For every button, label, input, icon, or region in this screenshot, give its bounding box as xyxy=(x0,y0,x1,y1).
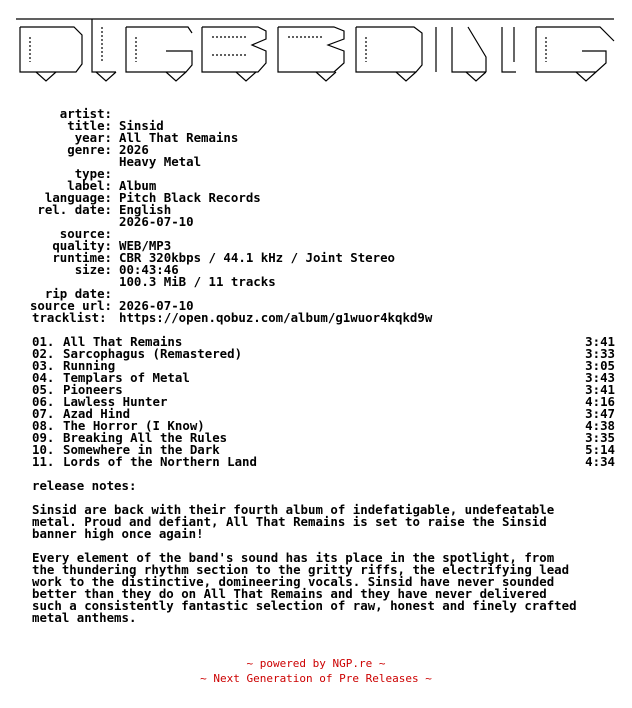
meta-value: Sinsid xyxy=(119,118,164,133)
track-title: Pioneers xyxy=(63,382,123,397)
track-number: 08. xyxy=(32,418,55,433)
meta-value: Heavy Metal xyxy=(119,154,202,169)
track-length: 3:33 xyxy=(585,346,615,361)
footer-powered-by: ~ powered by NGP.re ~ xyxy=(246,657,386,670)
track-length: 3:43 xyxy=(585,370,615,385)
track-length: 3:41 xyxy=(585,382,615,397)
meta-value: 100.3 MiB / 11 tracks xyxy=(119,274,276,289)
meta-value: All That Remains xyxy=(119,130,239,145)
meta-label: year: xyxy=(74,130,112,145)
track-title: All That Remains xyxy=(63,334,183,349)
release-notes-line: metal. Proud and defiant, All That Remains is set to raise the Sinsid xyxy=(32,514,547,529)
meta-label: language: xyxy=(44,190,112,205)
track-title: Templars of Metal xyxy=(63,370,190,385)
track-length: 3:35 xyxy=(585,430,615,445)
track-title: Azad Hind xyxy=(63,406,131,421)
meta-value: Album xyxy=(119,178,157,193)
release-notes-line: such a consistently fantastic selection of raw, honest and finely crafted xyxy=(32,598,577,613)
meta-label: rel. date: xyxy=(37,202,112,217)
release-notes-heading: release notes: xyxy=(32,478,137,493)
digital-ascii-logo xyxy=(16,17,616,87)
track-number: 11. xyxy=(32,454,55,469)
track-length: 3:47 xyxy=(585,406,615,421)
track-number: 01. xyxy=(32,334,55,349)
track-length: 4:34 xyxy=(585,454,615,469)
meta-label: size: xyxy=(74,262,112,277)
track-number: 07. xyxy=(32,406,55,421)
track-title: Breaking All the Rules xyxy=(63,430,228,445)
source-url-link[interactable]: https://open.qobuz.com/album/g1wuor4kqkd9w xyxy=(119,310,433,325)
track-length: 3:05 xyxy=(585,358,615,373)
track-number: 10. xyxy=(32,442,55,457)
meta-label: artist: xyxy=(59,106,112,121)
track-number: 02. xyxy=(32,346,55,361)
release-notes-line: banner high once again! xyxy=(32,526,204,541)
release-notes-line: work to the distinctive, domineering vocals. Sinsid have never sounded xyxy=(32,574,555,589)
track-length: 5:14 xyxy=(585,442,615,457)
track-number: 05. xyxy=(32,382,55,397)
meta-label: rip date: xyxy=(44,286,112,301)
track-length: 3:41 xyxy=(585,334,615,349)
meta-value: English xyxy=(119,202,172,217)
meta-label: genre: xyxy=(67,142,112,157)
release-notes-line: Every element of the band's sound has its place in the spotlight, from xyxy=(32,550,555,565)
track-title: Running xyxy=(63,358,116,373)
meta-value: 00:43:46 xyxy=(119,262,179,277)
meta-value: CBR 320kbps / 44.1 kHz / Joint Stereo xyxy=(119,250,396,265)
track-title: Sarcophagus (Remastered) xyxy=(63,346,243,361)
release-notes-line: better than they do on All That Remains and they have never delivered xyxy=(32,586,547,601)
meta-label: title: xyxy=(67,118,112,133)
track-length: 4:16 xyxy=(585,394,615,409)
track-number: 09. xyxy=(32,430,55,445)
footer-tagline: ~ Next Generation of Pre Releases ~ xyxy=(200,672,432,685)
track-title: The Horror (I Know) xyxy=(63,418,205,433)
meta-value: 2026-07-10 xyxy=(119,214,194,229)
release-notes-line: the thundering rhythm section to the gritty riffs, the electrifying lead xyxy=(32,562,570,577)
tracklist-heading: tracklist: xyxy=(32,310,107,325)
track-title: Lawless Hunter xyxy=(63,394,168,409)
meta-label: label: xyxy=(67,178,112,193)
meta-value: WEB/MP3 xyxy=(119,238,172,253)
meta-label: quality: xyxy=(52,238,112,253)
track-title: Somewhere in the Dark xyxy=(63,442,220,457)
meta-value: Pitch Black Records xyxy=(119,190,261,205)
meta-label: type: xyxy=(74,166,112,181)
release-notes-line: Sinsid are back with their fourth album of indefatigable, undefeatable xyxy=(32,502,555,517)
meta-label: source url: xyxy=(29,298,112,313)
track-number: 06. xyxy=(32,394,55,409)
track-title: Lords of the Northern Land xyxy=(63,454,257,469)
meta-label: source: xyxy=(59,226,112,241)
track-length: 4:38 xyxy=(585,418,615,433)
track-number: 04. xyxy=(32,370,55,385)
meta-value: 2026 xyxy=(119,142,149,157)
meta-value: 2026-07-10 xyxy=(119,298,194,313)
track-number: 03. xyxy=(32,358,55,373)
meta-label: runtime: xyxy=(52,250,112,265)
release-notes-line: metal anthems. xyxy=(32,610,137,625)
